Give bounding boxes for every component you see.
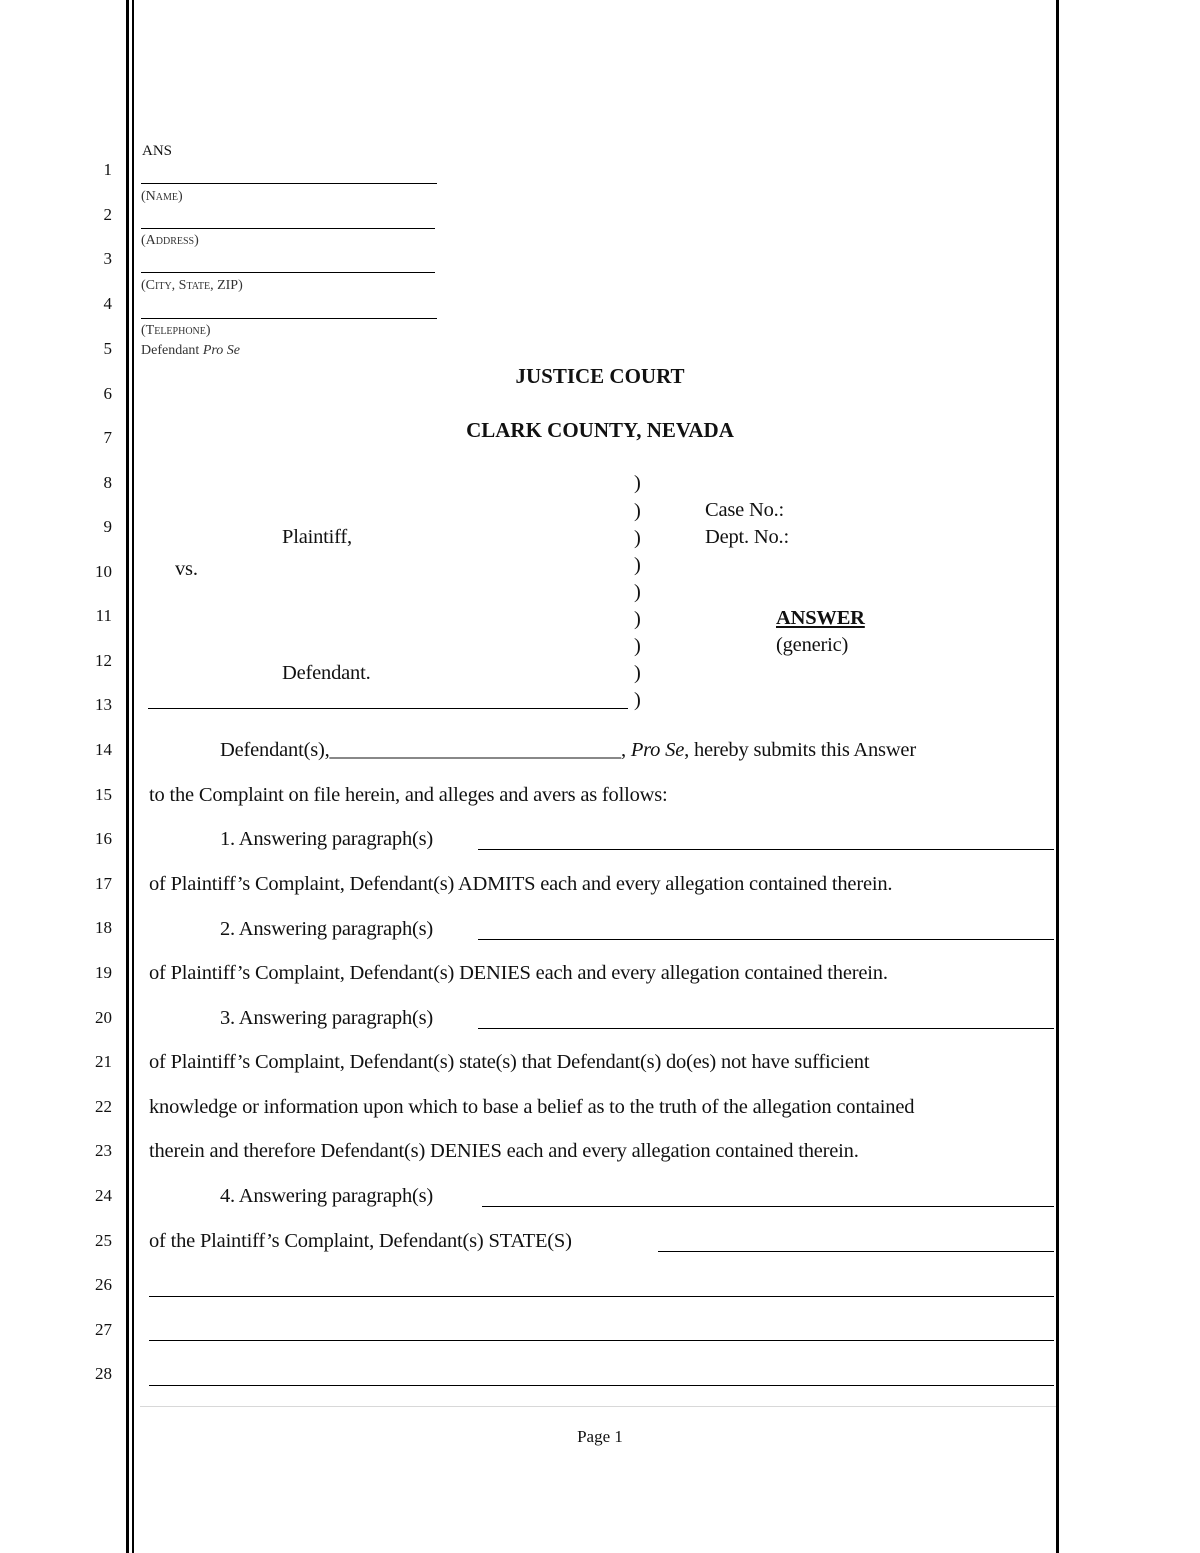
defendant-prefix: Defendant (141, 343, 203, 358)
left-margin-rule-outer (126, 0, 129, 1553)
dept-number-label: Dept. No.: (705, 526, 789, 548)
paragraph-1-label: 1. Answering paragraph(s) (220, 828, 434, 850)
paragraph-2-label: 2. Answering paragraph(s) (220, 918, 434, 940)
line-number: 22 (95, 1097, 112, 1116)
blank-line-28[interactable] (149, 1385, 1054, 1386)
caption-paren: ) (634, 581, 641, 603)
paragraph-1-blank[interactable] (478, 849, 1054, 850)
caption-paren: ) (634, 608, 641, 630)
line-number: 15 (95, 785, 112, 804)
caption-paren: ) (634, 689, 641, 711)
blank-line-26[interactable] (149, 1296, 1054, 1297)
document-subtitle: (generic) (776, 634, 849, 656)
defendant-label: Defendant. (282, 662, 371, 684)
caption-paren: ) (634, 635, 641, 657)
intro-line (220, 739, 916, 762)
intro-pro-se: Pro Se (630, 739, 685, 761)
line-number: 3 (103, 249, 112, 268)
name-field-line[interactable] (141, 183, 437, 184)
caption-bottom-line (148, 708, 628, 709)
body-line-19: of Plaintiff’s Complaint, Defendant(s) DENIES each and every allegation contained therein. (149, 962, 888, 984)
plaintiff-label: Plaintiff, (282, 526, 352, 548)
left-margin-rule-inner (132, 0, 134, 1553)
paragraph-3-blank[interactable] (478, 1028, 1054, 1029)
line-number: 1 (103, 160, 112, 179)
caption-paren: ) (634, 527, 641, 549)
body-line-15: to the Complaint on file herein, and alleges and avers as follows: (149, 784, 668, 806)
document-code: ANS (142, 143, 173, 159)
intro-suffix: , hereby submits this Answer (684, 739, 916, 761)
vs-label: vs. (175, 558, 198, 580)
line-number: 14 (95, 740, 112, 759)
caption-paren: ) (634, 554, 641, 576)
court-county: CLARK COUNTY, NEVADA (466, 418, 734, 442)
line-number: 9 (103, 517, 112, 536)
line-number: 5 (103, 339, 112, 358)
line-number: 27 (95, 1320, 112, 1339)
footer-rule (140, 1406, 1056, 1407)
line-number: 21 (95, 1052, 112, 1071)
case-number-label: Case No.: (705, 499, 785, 521)
line-number: 24 (95, 1186, 112, 1205)
defendant-name-blank[interactable]: _____________________________ (329, 739, 621, 761)
line-number: 2 (103, 205, 112, 224)
caption-paren: ) (634, 500, 641, 522)
line-number: 19 (95, 963, 112, 982)
line-number: 10 (95, 562, 112, 581)
blank-line-27[interactable] (149, 1340, 1054, 1341)
address-field-line[interactable] (141, 228, 435, 229)
paragraph-4-label: 4. Answering paragraph(s) (220, 1185, 434, 1207)
line-number: 23 (95, 1141, 112, 1160)
telephone-label: (Telephone) (141, 323, 211, 338)
page-number: Page 1 (577, 1427, 623, 1446)
state-s-blank[interactable] (658, 1251, 1054, 1252)
line-number: 28 (95, 1364, 112, 1383)
body-line-25: of the Plaintiff’s Complaint, Defendant(s) STATE(S) (149, 1230, 572, 1252)
intro-prefix: Defendant(s), (220, 739, 330, 761)
document-title: ANSWER (776, 607, 865, 629)
caption-paren: ) (634, 472, 641, 494)
caption-paren: ) (634, 662, 641, 684)
line-number: 18 (95, 918, 112, 937)
intro-comma: , (620, 739, 631, 761)
court-name: JUSTICE COURT (515, 364, 685, 388)
line-number: 25 (95, 1231, 112, 1250)
defendant-pro-se-label (141, 343, 240, 359)
line-number: 16 (95, 829, 112, 848)
line-number: 26 (95, 1275, 112, 1294)
right-margin-rule (1056, 0, 1059, 1553)
name-label: (Name) (141, 189, 183, 204)
line-number: 6 (103, 384, 112, 403)
body-line-22: knowledge or information upon which to base a belief as to the truth of the allegation contained (149, 1096, 915, 1118)
line-number: 8 (103, 473, 112, 492)
line-number: 13 (95, 695, 112, 714)
line-number: 20 (95, 1008, 112, 1027)
city-state-zip-label: (City, State, ZIP) (141, 278, 243, 293)
paragraph-3-label: 3. Answering paragraph(s) (220, 1007, 434, 1029)
pro-se-italic: Pro Se (202, 343, 241, 358)
line-number: 4 (103, 294, 112, 313)
body-line-17: of Plaintiff’s Complaint, Defendant(s) ADMITS each and every allegation contained therein. (149, 873, 893, 895)
paragraph-2-blank[interactable] (478, 939, 1054, 940)
line-number: 12 (95, 651, 112, 670)
line-number: 11 (95, 606, 112, 625)
body-line-21: of Plaintiff’s Complaint, Defendant(s) state(s) that Defendant(s) do(es) not have sufficient (149, 1051, 870, 1073)
paragraph-4-blank[interactable] (482, 1206, 1054, 1207)
telephone-field-line[interactable] (141, 318, 437, 319)
line-number: 17 (95, 874, 112, 893)
city-field-line[interactable] (141, 272, 435, 273)
body-line-23: therein and therefore Defendant(s) DENIES each and every allegation contained therein. (149, 1140, 859, 1162)
line-number: 7 (103, 428, 112, 447)
address-label: (Address) (141, 233, 199, 248)
